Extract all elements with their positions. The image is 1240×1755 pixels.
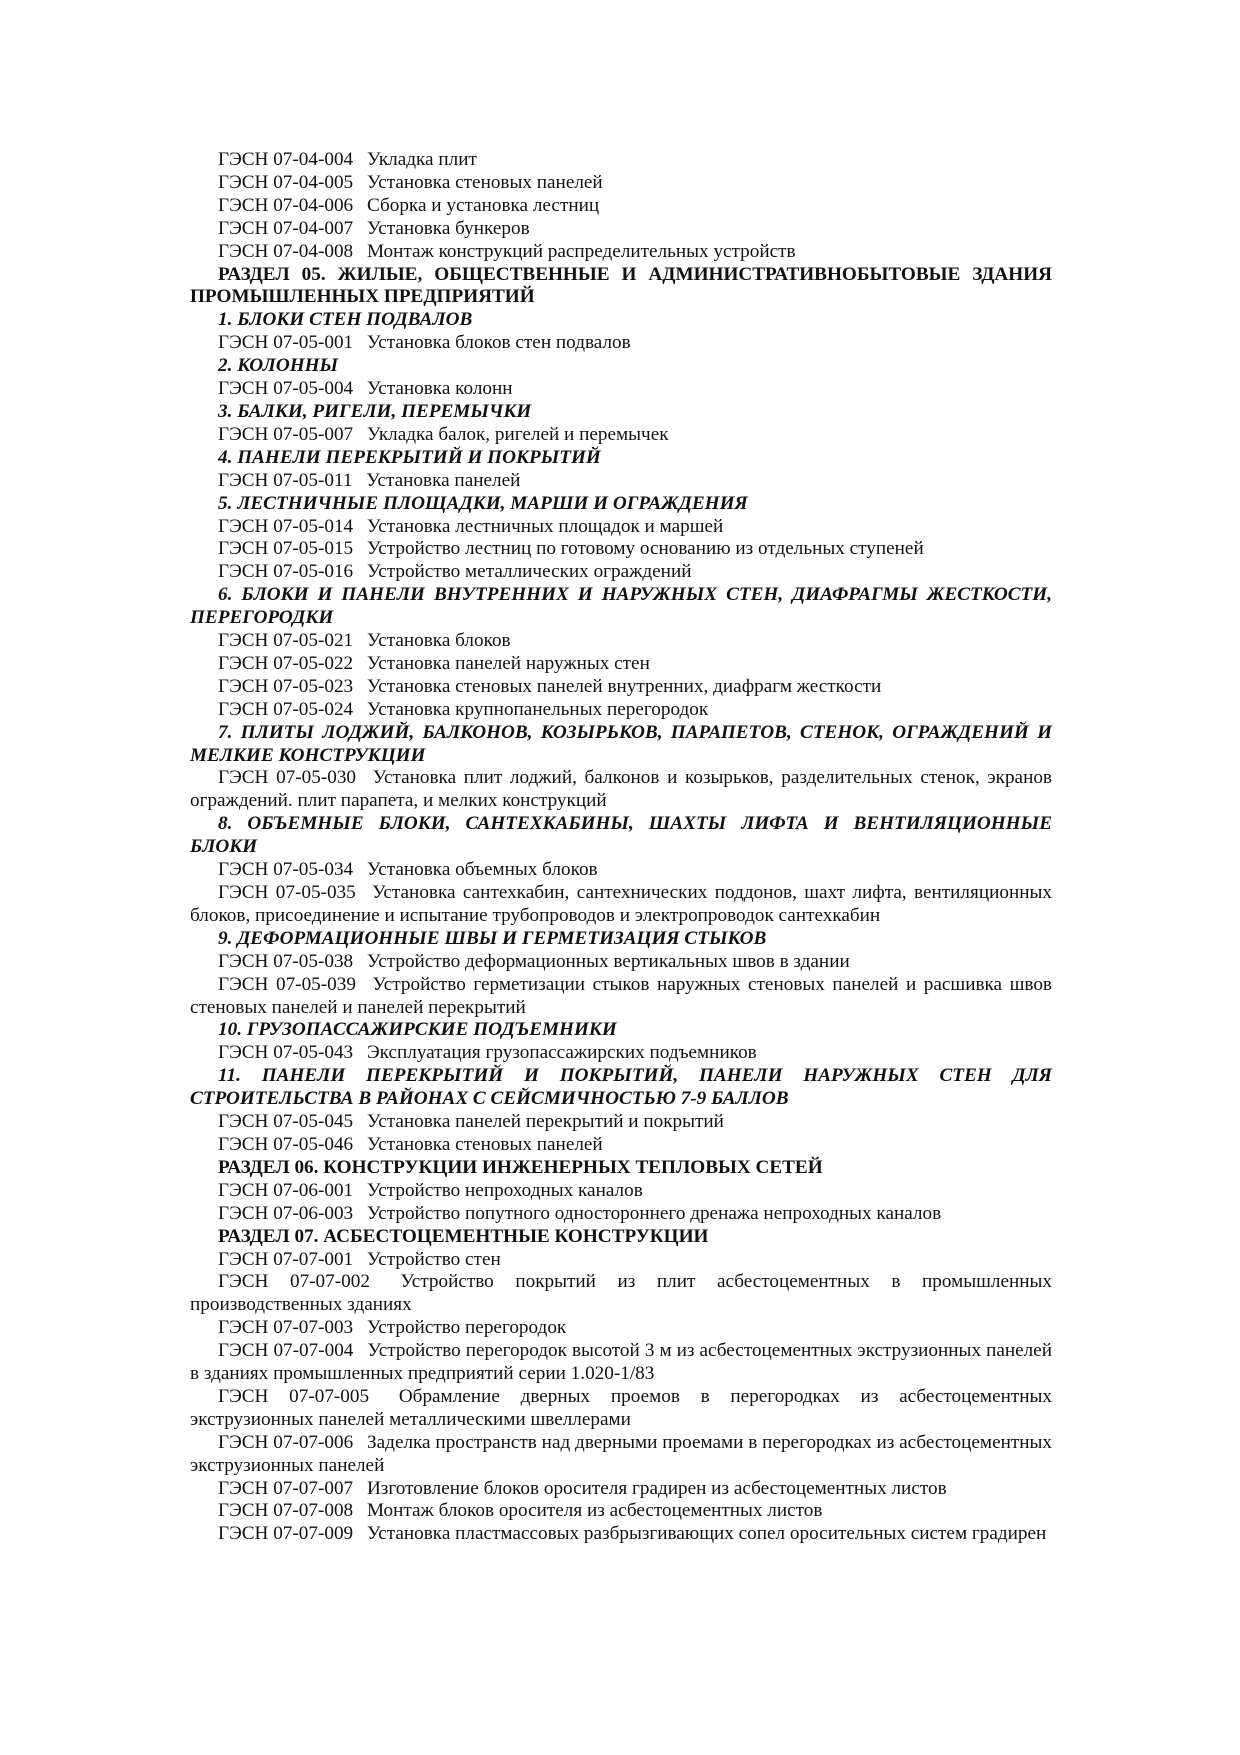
subsection-heading: 5. ЛЕСТНИЧНЫЕ ПЛОЩАДКИ, МАРШИ И ОГРАЖДЕНИЯ bbox=[218, 492, 748, 514]
subsection-heading: 2. КОЛОННЫ bbox=[218, 355, 339, 377]
item-title: Установка панелей наружных стен bbox=[366, 652, 650, 674]
subsection-heading: 10. ГРУЗОПАССАЖИРСКИЕ ПОДЪЕМНИКИ bbox=[218, 1019, 617, 1041]
item-code: ГЭСН 07-05-038 bbox=[218, 950, 354, 972]
estimate-item bbox=[190, 1500, 1052, 1523]
estimate-item bbox=[190, 767, 1052, 813]
item-title: Установка пластмассовых разбрызгивающих сопел оросительных систем градирен bbox=[366, 1523, 1047, 1545]
item-code: ГЭСН 07-05-001 bbox=[218, 332, 354, 354]
item-title: Устройство покрытий из плит асбестоцементных в промышленных производственных зданиях bbox=[190, 1271, 1053, 1316]
item-title: Установка стеновых панелей bbox=[366, 1133, 603, 1155]
estimate-item bbox=[190, 1203, 1052, 1226]
item-code: ГЭСН 07-05-023 bbox=[218, 675, 354, 697]
item-code: ГЭСН 07-04-005 bbox=[218, 171, 354, 193]
item-title: Устройство перегородок высотой 3 м из асбестоцементных экструзионных панелей в зданиях промышленных предприятий серии 1.020-1/83 bbox=[190, 1340, 1053, 1385]
item-title: Установка плит лоджий, балконов и козырьков, разделительных стенок, экранов ограждений. плит парапета, и мелких конструкций bbox=[190, 767, 1052, 812]
item-title: Устройство непроходных каналов bbox=[366, 1179, 643, 1201]
item-title: Установка крупнопанельных перегородок bbox=[366, 698, 709, 720]
item-code: ГЭСН 07-05-045 bbox=[218, 1111, 354, 1133]
item-code: ГЭСН 07-05-022 bbox=[218, 652, 354, 674]
item-title: Устройство герметизации стыков наружных стеновых панелей и расшивка швов стеновых панелей и панелей перекрытий bbox=[190, 973, 1052, 1018]
item-code: ГЭСН 07-07-004 bbox=[218, 1340, 354, 1362]
estimate-item bbox=[190, 951, 1052, 974]
item-code: ГЭСН 07-05-016 bbox=[218, 561, 354, 583]
item-code: ГЭСН 07-06-001 bbox=[218, 1179, 354, 1201]
item-title: Укладка балок, ригелей и перемычек bbox=[366, 423, 669, 445]
item-title: Установка блоков стен подвалов bbox=[366, 332, 631, 354]
estimate-item bbox=[190, 630, 1052, 653]
item-title: Изготовление блоков оросителя градирен из асбестоцементных листов bbox=[366, 1477, 947, 1499]
estimate-item bbox=[190, 1386, 1052, 1432]
item-title: Установка панелей перекрытий и покрытий bbox=[366, 1111, 724, 1133]
estimate-item bbox=[190, 1432, 1052, 1478]
estimate-item bbox=[190, 241, 1052, 264]
item-title: Заделка пространств над дверными проемами в перегородках из асбестоцементных экструзионных панелей bbox=[190, 1431, 1052, 1476]
item-code: ГЭСН 07-05-024 bbox=[218, 698, 354, 720]
item-code: ГЭСН 07-05-011 bbox=[218, 469, 353, 491]
section-heading: РАЗДЕЛ 05. ЖИЛЫЕ, ОБЩЕСТВЕННЫЕ И АДМИНИСТРАТИВНОБЫТОВЫЕ ЗДАНИЯ ПРОМЫШЛЕННЫХ ПРЕДПРИЯТИЙ bbox=[190, 263, 1052, 308]
item-code: ГЭСН 07-05-015 bbox=[218, 538, 354, 560]
item-title: Установка лестничных площадок и маршей bbox=[366, 515, 724, 537]
item-title: Устройство попутного одностороннего дренажа непроходных каналов bbox=[366, 1202, 942, 1224]
item-code: ГЭСН 07-04-007 bbox=[218, 217, 354, 239]
item-code: ГЭСН 07-05-039 bbox=[218, 973, 356, 995]
document-page bbox=[190, 149, 1052, 1546]
subsection-heading: 1. БЛОКИ СТЕН ПОДВАЛОВ bbox=[218, 309, 473, 331]
item-code: ГЭСН 07-05-043 bbox=[218, 1042, 354, 1064]
estimate-item bbox=[190, 332, 1052, 355]
item-title: Установка стеновых панелей bbox=[366, 171, 603, 193]
item-code: ГЭСН 07-07-007 bbox=[218, 1477, 354, 1499]
estimate-item bbox=[190, 1042, 1052, 1065]
estimate-item bbox=[190, 653, 1052, 676]
subsection-heading: 6. БЛОКИ И ПАНЕЛИ ВНУТРЕННИХ И НАРУЖНЫХ СТЕН, ДИАФРАГМЫ ЖЕСТКОСТИ, ПЕРЕГОРОДКИ bbox=[190, 584, 1052, 629]
estimate-item bbox=[190, 561, 1052, 584]
estimate-item bbox=[190, 882, 1052, 928]
item-code: ГЭСН 07-04-004 bbox=[218, 149, 354, 170]
subsection-heading: 7. ПЛИТЫ ЛОДЖИЙ, БАЛКОНОВ, КОЗЫРЬКОВ, ПАРАПЕТОВ, СТЕНОК, ОГРАЖДЕНИЙ И МЕЛКИЕ КОНСТРУКЦИИ bbox=[190, 721, 1052, 766]
item-code: ГЭСН 07-05-035 bbox=[218, 882, 356, 903]
item-title: Эксплуатация грузопассажирских подъемников bbox=[366, 1042, 757, 1064]
item-title: Монтаж конструкций распределительных устройств bbox=[366, 240, 796, 262]
estimate-item bbox=[190, 859, 1052, 882]
subsection-heading: 8. ОБЪЕМНЫЕ БЛОКИ, САНТЕХКАБИНЫ, ШАХТЫ ЛИФТА И ВЕНТИЛЯЦИОННЫЕ БЛОКИ bbox=[190, 813, 1052, 858]
estimate-item bbox=[190, 1478, 1052, 1501]
subsection-heading: 4. ПАНЕЛИ ПЕРЕКРЫТИЙ И ПОКРЫТИЙ bbox=[218, 446, 601, 468]
item-code: ГЭСН 07-07-006 bbox=[218, 1431, 354, 1453]
estimate-item bbox=[190, 1317, 1052, 1340]
estimate-item bbox=[190, 195, 1052, 218]
estimate-item bbox=[190, 1271, 1052, 1317]
item-title: Устройство деформационных вертикальных швов в здании bbox=[366, 950, 850, 972]
estimate-item bbox=[190, 149, 1052, 172]
item-code: ГЭСН 07-07-005 bbox=[218, 1385, 370, 1407]
item-code: ГЭСН 07-05-046 bbox=[218, 1133, 354, 1155]
item-title: Установка блоков bbox=[366, 630, 511, 652]
estimate-item bbox=[190, 676, 1052, 699]
item-title: Установка бункеров bbox=[366, 217, 530, 239]
estimate-item bbox=[190, 1180, 1052, 1203]
item-code: ГЭСН 07-05-030 bbox=[218, 767, 357, 789]
item-code: ГЭСН 07-07-003 bbox=[218, 1317, 354, 1339]
estimate-item bbox=[190, 1111, 1052, 1134]
estimate-item bbox=[190, 1340, 1052, 1386]
estimate-item bbox=[190, 1523, 1052, 1546]
item-code: ГЭСН 07-04-006 bbox=[218, 194, 354, 216]
estimate-item bbox=[190, 1249, 1052, 1272]
item-title: Устройство металлических ограждений bbox=[366, 561, 692, 583]
item-code: ГЭСН 07-07-001 bbox=[218, 1248, 354, 1270]
item-title: Укладка плит bbox=[366, 149, 477, 170]
estimate-item bbox=[190, 172, 1052, 195]
item-code: ГЭСН 07-05-034 bbox=[218, 859, 354, 881]
item-title: Устройство перегородок bbox=[366, 1317, 567, 1339]
item-title: Установка объемных блоков bbox=[366, 859, 598, 881]
estimate-item bbox=[190, 218, 1052, 241]
estimate-item bbox=[190, 470, 1052, 493]
estimate-item bbox=[190, 974, 1052, 1020]
item-title: Устройство лестниц по готовому основанию из отдельных ступеней bbox=[366, 538, 924, 560]
item-code: ГЭСН 07-07-008 bbox=[218, 1500, 354, 1522]
item-title: Сборка и установка лестниц bbox=[366, 194, 600, 216]
subsection-heading: 3. БАЛКИ, РИГЕЛИ, ПЕРЕМЫЧКИ bbox=[218, 400, 532, 422]
estimate-item bbox=[190, 378, 1052, 401]
estimate-item bbox=[190, 1134, 1052, 1157]
item-code: ГЭСН 07-07-009 bbox=[218, 1523, 354, 1545]
item-title: Монтаж блоков оросителя из асбестоцементных листов bbox=[366, 1500, 823, 1522]
section-heading: РАЗДЕЛ 06. КОНСТРУКЦИИ ИНЖЕНЕРНЫХ ТЕПЛОВЫХ СЕТЕЙ bbox=[218, 1156, 823, 1178]
estimate-item bbox=[190, 424, 1052, 447]
item-title: Установка колонн bbox=[366, 378, 513, 400]
item-code: ГЭСН 07-04-008 bbox=[218, 240, 354, 262]
item-code: ГЭСН 07-06-003 bbox=[218, 1202, 354, 1224]
item-title: Устройство стен bbox=[366, 1248, 501, 1270]
subsection-heading: 11. ПАНЕЛИ ПЕРЕКРЫТИЙ И ПОКРЫТИЙ, ПАНЕЛИ НАРУЖНЫХ СТЕН ДЛЯ СТРОИТЕЛЬСТВА В РАЙОНАХ С СЕЙСМИЧНОСТЬЮ 7-9 БАЛЛОВ bbox=[190, 1065, 1052, 1110]
item-code: ГЭСН 07-07-002 bbox=[218, 1271, 370, 1293]
item-title: Обрамление дверных проемов в перегородках из асбестоцементных экструзионных панелей металлическими швеллерами bbox=[190, 1385, 1053, 1430]
section-heading: РАЗДЕЛ 07. АСБЕСТОЦЕМЕНТНЫЕ КОНСТРУКЦИИ bbox=[218, 1225, 709, 1247]
estimate-item bbox=[190, 699, 1052, 722]
item-code: ГЭСН 07-05-021 bbox=[218, 630, 354, 652]
item-code: ГЭСН 07-05-004 bbox=[218, 378, 354, 400]
item-title: Установка стеновых панелей внутренних, диафрагм жесткости bbox=[366, 675, 882, 697]
item-title: Установка сантехкабин, сантехнических поддонов, шахт лифта, вентиляционных блоков, присоединение и испытание трубопроводов и электропроводок сантехкабин bbox=[190, 882, 1052, 926]
item-code: ГЭСН 07-05-014 bbox=[218, 515, 354, 537]
item-code: ГЭСН 07-05-007 bbox=[218, 423, 354, 445]
item-title: Установка панелей bbox=[366, 469, 521, 491]
subsection-heading: 9. ДЕФОРМАЦИОННЫЕ ШВЫ И ГЕРМЕТИЗАЦИЯ СТЫКОВ bbox=[218, 927, 767, 949]
estimate-item bbox=[190, 516, 1052, 539]
estimate-item bbox=[190, 538, 1052, 561]
